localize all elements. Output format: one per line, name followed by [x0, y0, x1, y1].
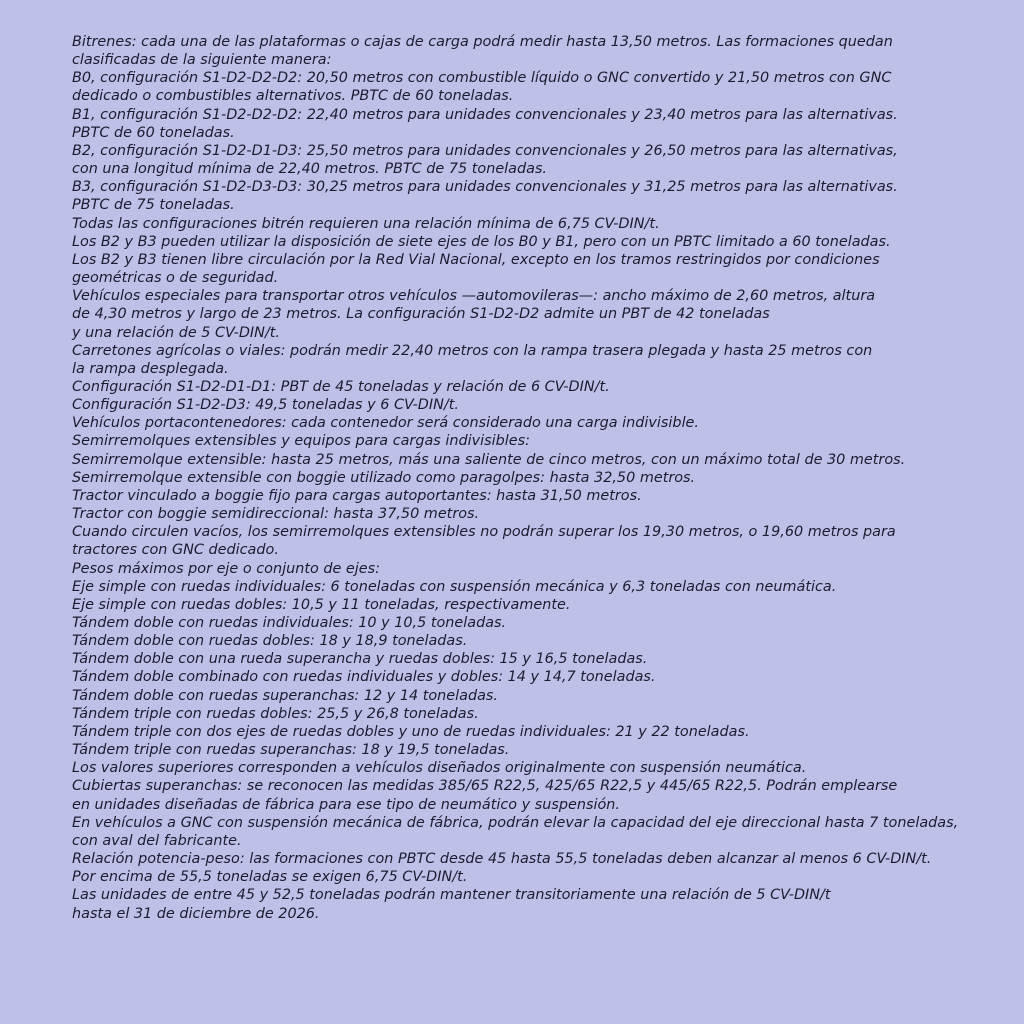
text-line: B2, configuración S1-D2-D1-D3: 25,50 metros para unidades convencionales y 26,50 metros para las alternativas,	[72, 142, 898, 159]
text-line: Tándem doble con ruedas superanchas: 12 y 14 toneladas.	[72, 687, 498, 704]
text-line: Los valores superiores corresponden a vehículos diseñados originalmente con suspensión neumática.	[72, 760, 807, 777]
text-line: dedicado o combustibles alternativos. PBTC de 60 toneladas.	[72, 88, 514, 105]
text-line: hasta el 31 de diciembre de 2026.	[72, 905, 320, 922]
text-line: Carretones agrícolas o viales: podrán medir 22,40 metros con la rampa trasera plegada y hasta 25 metros con	[72, 342, 873, 359]
text-line: Tándem doble con una rueda superancha y ruedas dobles: 15 y 16,5 toneladas.	[72, 651, 648, 668]
text-line: tractores con GNC dedicado.	[72, 542, 279, 559]
text-line: Tándem doble con ruedas dobles: 18 y 18,9 toneladas.	[72, 633, 468, 650]
text-line: Configuración S1-D2-D3: 49,5 toneladas y 6 CV-DIN/t.	[72, 397, 459, 414]
text-line: PBTC de 60 toneladas.	[72, 124, 235, 141]
text-line: Semirremolque extensible con boggie utilizado como paragolpes: hasta 32,50 metros.	[72, 469, 696, 486]
text-line: Por encima de 55,5 toneladas se exigen 6,75 CV-DIN/t.	[72, 869, 468, 886]
text-line: B0, configuración S1-D2-D2-D2: 20,50 metros con combustible líquido o GNC convertido y 21,50 metros con GNC	[72, 70, 892, 87]
text-line: clasificadas de la siguiente manera:	[72, 52, 332, 69]
text-line: Cubiertas superanchas: se reconocen las medidas 385/65 R22,5, 425/65 R22,5 y 445/65 R22,5. Podrán emplearse	[72, 778, 898, 795]
text-line: de 4,30 metros y largo de 23 metros. La configuración S1-D2-D2 admite un PBT de 42 toneladas	[72, 306, 770, 323]
text-line: Los B2 y B3 tienen libre circulación por la Red Vial Nacional, excepto en los tramos restringidos por condiciones	[72, 251, 880, 268]
text-line: Tractor vinculado a boggie fijo para cargas autoportantes: hasta 31,50 metros.	[72, 487, 642, 504]
text-line: Eje simple con ruedas dobles: 10,5 y 11 toneladas, respectivamente.	[72, 596, 571, 613]
text-line: Semirremolques extensibles y equipos para cargas indivisibles:	[72, 433, 530, 450]
text-line: Tándem triple con dos ejes de ruedas dobles y uno de ruedas individuales: 21 y 22 toneladas.	[72, 723, 750, 740]
text-line: B1, configuración S1-D2-D2-D2: 22,40 metros para unidades convencionales y 23,40 metros para las alternativas.	[72, 106, 898, 123]
text-line: Tándem doble con ruedas individuales: 10 y 10,5 toneladas.	[72, 615, 507, 631]
text-line: Vehículos portacontenedores: cada contenedor será considerado una carga indivisible.	[72, 415, 699, 432]
text-line: B3, configuración S1-D2-D3-D3: 30,25 metros para unidades convencionales y 31,25 metros para las alternativas.	[72, 179, 898, 196]
text-line: y una relación de 5 CV-DIN/t.	[72, 324, 281, 341]
text-line: Configuración S1-D2-D1-D1: PBT de 45 toneladas y relación de 6 CV-DIN/t.	[72, 378, 610, 395]
text-line: Bitrenes: cada una de las plataformas o cajas de carga podrá medir hasta 13,50 metros. Las formaciones quedan	[72, 34, 893, 50]
text-line: Tractor con boggie semidireccional: hasta 37,50 metros.	[72, 506, 480, 523]
text-line: Vehículos especiales para transportar otros vehículos —automovileras—: ancho máximo de 2,60 metros, altura	[72, 288, 876, 305]
text-line: Tándem doble combinado con ruedas individuales y dobles: 14 y 14,7 toneladas.	[72, 669, 656, 686]
text-line: la rampa desplegada.	[72, 360, 229, 377]
text-line: en unidades diseñadas de fábrica para ese tipo de neumático y suspensión.	[72, 796, 620, 813]
text-line: Las unidades de entre 45 y 52,5 toneladas podrán mantener transitoriamente una relación de 5 CV-DIN/t	[72, 887, 831, 904]
text-line: Todas las configuraciones bitrén requieren una relación mínima de 6,75 CV-DIN/t.	[72, 215, 660, 232]
text-line: Tándem triple con ruedas superanchas: 18 y 19,5 toneladas.	[72, 742, 510, 759]
text-line: Tándem triple con ruedas dobles: 25,5 y 26,8 toneladas.	[72, 705, 479, 722]
text-line: geométricas o de seguridad.	[72, 270, 279, 287]
text-line: PBTC de 75 toneladas.	[72, 197, 235, 214]
text-line: Semirremolque extensible: hasta 25 metros, más una saliente de cinco metros, con un máximo total de 30 metros.	[72, 451, 906, 468]
document-body	[72, 33, 1002, 923]
text-line: Pesos máximos por eje o conjunto de ejes:	[72, 560, 380, 577]
text-line: con aval del fabricante.	[72, 832, 242, 849]
text-line: con una longitud mínima de 22,40 metros. PBTC de 75 toneladas.	[72, 161, 548, 178]
text-line: Los B2 y B3 pueden utilizar la disposición de siete ejes de los B0 y B1, pero con un PBTC limitado a 60 toneladas.	[72, 233, 891, 250]
text-line: Cuando circulen vacíos, los semirremolques extensibles no podrán superar los 19,30 metros, o 19,60 metros para	[72, 524, 896, 541]
text-line: En vehículos a GNC con suspensión mecánica de fábrica, podrán elevar la capacidad del eje direccional hasta 7 toneladas,	[72, 814, 959, 831]
text-line: Relación potencia-peso: las formaciones con PBTC desde 45 hasta 55,5 toneladas deben alcanzar al menos 6 CV-DIN/t.	[72, 851, 932, 868]
text-line: Eje simple con ruedas individuales: 6 toneladas con suspensión mecánica y 6,3 toneladas con neumática.	[72, 578, 837, 595]
